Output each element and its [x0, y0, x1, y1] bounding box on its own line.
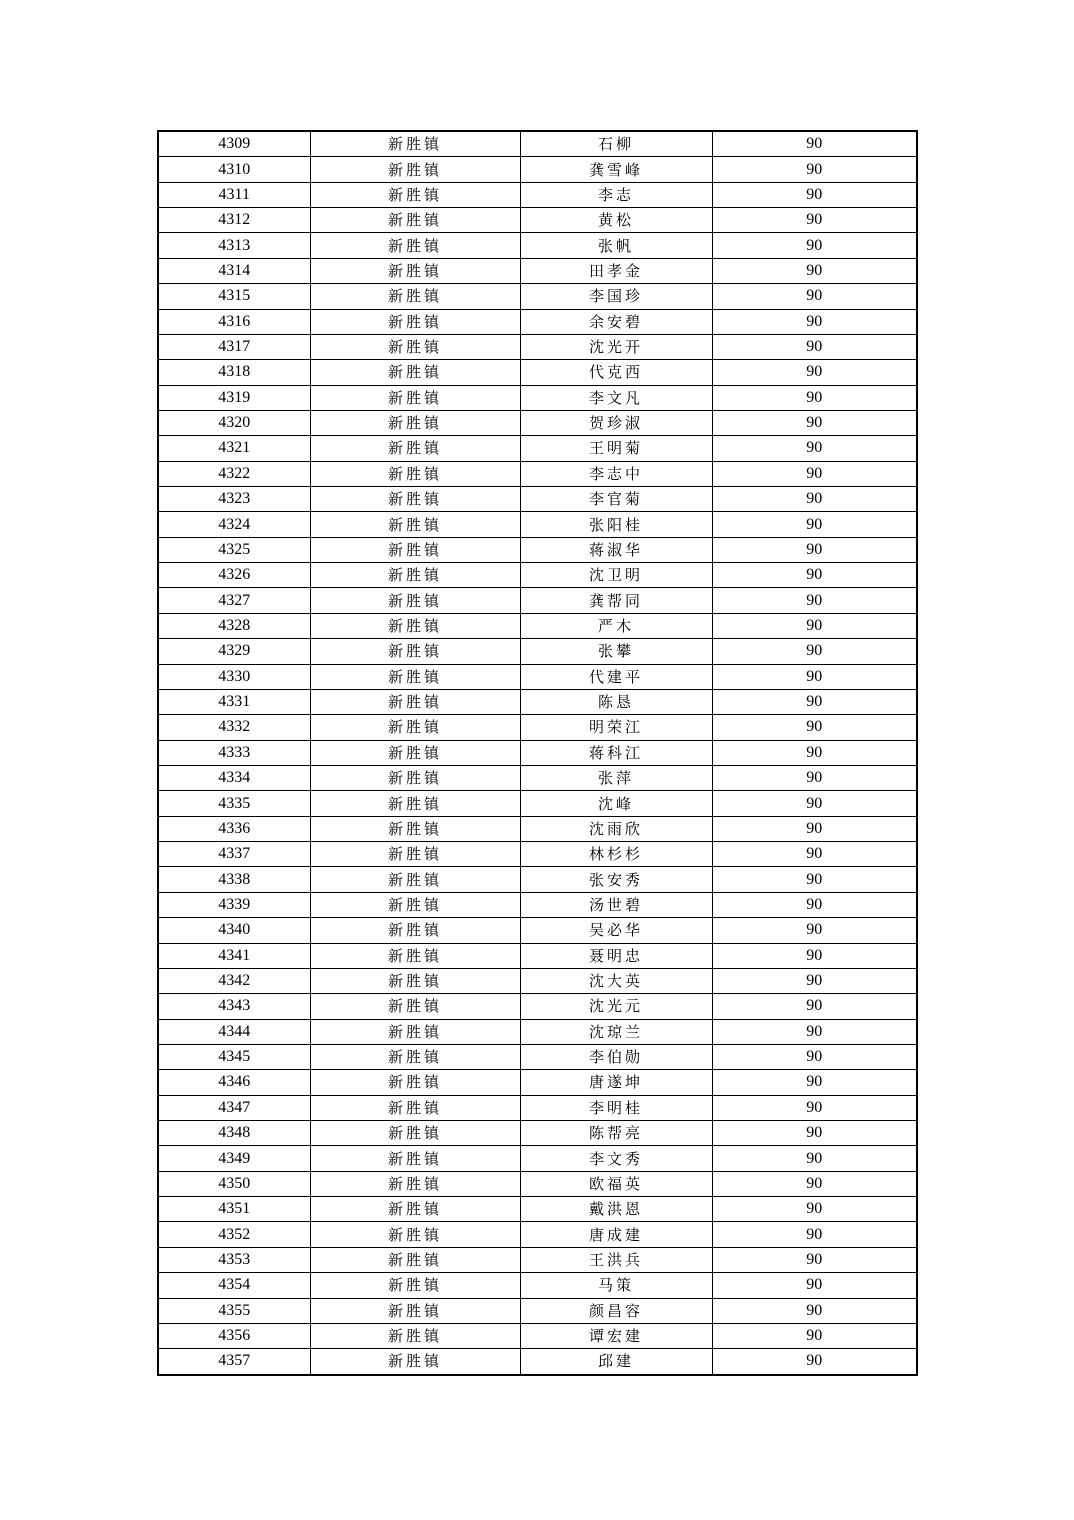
- table-row: [158, 487, 917, 512]
- table-row: [158, 588, 917, 613]
- cell-name: 蒋淑华: [520, 537, 712, 562]
- cell-number: 4336: [158, 816, 310, 841]
- table-row: [158, 1070, 917, 1095]
- cell-amount: 90: [712, 157, 917, 182]
- table-row: [158, 1222, 917, 1247]
- cell-number: 4345: [158, 1044, 310, 1069]
- cell-amount: 90: [712, 334, 917, 359]
- cell-town: 新胜镇: [310, 867, 520, 892]
- cell-amount: 90: [712, 1121, 917, 1146]
- cell-amount: 90: [712, 994, 917, 1019]
- cell-name: 吴必华: [520, 918, 712, 943]
- cell-amount: 90: [712, 867, 917, 892]
- cell-amount: 90: [712, 689, 917, 714]
- cell-number: 4313: [158, 233, 310, 258]
- cell-town: 新胜镇: [310, 1298, 520, 1323]
- table-row: [158, 664, 917, 689]
- cell-amount: 90: [712, 791, 917, 816]
- cell-town: 新胜镇: [310, 1349, 520, 1375]
- cell-name: 李志: [520, 182, 712, 207]
- cell-town: 新胜镇: [310, 892, 520, 917]
- cell-number: 4356: [158, 1323, 310, 1348]
- cell-amount: 90: [712, 461, 917, 486]
- cell-number: 4326: [158, 563, 310, 588]
- cell-name: 龚帮同: [520, 588, 712, 613]
- table-row: [158, 639, 917, 664]
- cell-amount: 90: [712, 1323, 917, 1348]
- cell-number: 4321: [158, 436, 310, 461]
- cell-number: 4319: [158, 385, 310, 410]
- cell-number: 4349: [158, 1146, 310, 1171]
- cell-town: 新胜镇: [310, 1019, 520, 1044]
- cell-amount: 90: [712, 1349, 917, 1375]
- cell-amount: 90: [712, 1146, 917, 1171]
- cell-town: 新胜镇: [310, 233, 520, 258]
- table-row: [158, 563, 917, 588]
- cell-amount: 90: [712, 385, 917, 410]
- cell-amount: 90: [712, 563, 917, 588]
- table-row: [158, 233, 917, 258]
- cell-town: 新胜镇: [310, 765, 520, 790]
- table-row: [158, 867, 917, 892]
- table-row: [158, 918, 917, 943]
- cell-town: 新胜镇: [310, 943, 520, 968]
- cell-town: 新胜镇: [310, 131, 520, 157]
- table-row: [158, 1349, 917, 1375]
- cell-name: 张攀: [520, 639, 712, 664]
- cell-amount: 90: [712, 1095, 917, 1120]
- cell-number: 4332: [158, 715, 310, 740]
- cell-amount: 90: [712, 131, 917, 157]
- cell-number: 4344: [158, 1019, 310, 1044]
- cell-number: 4328: [158, 613, 310, 638]
- cell-number: 4320: [158, 410, 310, 435]
- cell-name: 聂明忠: [520, 943, 712, 968]
- cell-name: 沈大英: [520, 968, 712, 993]
- cell-number: 4322: [158, 461, 310, 486]
- table-row: [158, 1171, 917, 1196]
- cell-town: 新胜镇: [310, 791, 520, 816]
- table-row: [158, 1247, 917, 1272]
- cell-town: 新胜镇: [310, 563, 520, 588]
- cell-number: 4325: [158, 537, 310, 562]
- cell-number: 4329: [158, 639, 310, 664]
- cell-town: 新胜镇: [310, 284, 520, 309]
- table-row: [158, 537, 917, 562]
- cell-name: 李伯勋: [520, 1044, 712, 1069]
- cell-name: 田孝金: [520, 258, 712, 283]
- cell-town: 新胜镇: [310, 208, 520, 233]
- cell-name: 邱建: [520, 1349, 712, 1375]
- cell-town: 新胜镇: [310, 689, 520, 714]
- table-row: [158, 410, 917, 435]
- cell-town: 新胜镇: [310, 385, 520, 410]
- table-row: [158, 994, 917, 1019]
- cell-amount: 90: [712, 715, 917, 740]
- cell-number: 4318: [158, 360, 310, 385]
- table-row: [158, 360, 917, 385]
- cell-number: 4310: [158, 157, 310, 182]
- cell-number: 4353: [158, 1247, 310, 1272]
- cell-number: 4347: [158, 1095, 310, 1120]
- cell-number: 4314: [158, 258, 310, 283]
- cell-amount: 90: [712, 309, 917, 334]
- cell-number: 4338: [158, 867, 310, 892]
- cell-name: 贺珍淑: [520, 410, 712, 435]
- cell-amount: 90: [712, 1247, 917, 1272]
- cell-amount: 90: [712, 1044, 917, 1069]
- cell-name: 张安秀: [520, 867, 712, 892]
- cell-amount: 90: [712, 968, 917, 993]
- cell-number: 4337: [158, 842, 310, 867]
- cell-name: 黄松: [520, 208, 712, 233]
- cell-amount: 90: [712, 208, 917, 233]
- cell-amount: 90: [712, 1197, 917, 1222]
- cell-name: 李官菊: [520, 487, 712, 512]
- cell-name: 马策: [520, 1273, 712, 1298]
- cell-town: 新胜镇: [310, 1247, 520, 1272]
- cell-number: 4331: [158, 689, 310, 714]
- cell-number: 4342: [158, 968, 310, 993]
- cell-number: 4341: [158, 943, 310, 968]
- cell-name: 李国珍: [520, 284, 712, 309]
- cell-number: 4309: [158, 131, 310, 157]
- cell-amount: 90: [712, 588, 917, 613]
- cell-amount: 90: [712, 487, 917, 512]
- cell-town: 新胜镇: [310, 715, 520, 740]
- cell-number: 4357: [158, 1349, 310, 1375]
- cell-number: 4355: [158, 1298, 310, 1323]
- cell-town: 新胜镇: [310, 816, 520, 841]
- table-row: [158, 715, 917, 740]
- cell-town: 新胜镇: [310, 1197, 520, 1222]
- cell-amount: 90: [712, 842, 917, 867]
- cell-amount: 90: [712, 740, 917, 765]
- cell-number: 4343: [158, 994, 310, 1019]
- cell-amount: 90: [712, 410, 917, 435]
- cell-town: 新胜镇: [310, 1222, 520, 1247]
- cell-town: 新胜镇: [310, 309, 520, 334]
- cell-number: 4327: [158, 588, 310, 613]
- cell-amount: 90: [712, 765, 917, 790]
- cell-name: 余安碧: [520, 309, 712, 334]
- cell-name: 蒋科江: [520, 740, 712, 765]
- cell-amount: 90: [712, 816, 917, 841]
- cell-town: 新胜镇: [310, 360, 520, 385]
- table-row: [158, 968, 917, 993]
- table-row: [158, 765, 917, 790]
- table-row: [158, 689, 917, 714]
- table-row: [158, 182, 917, 207]
- table-row: [158, 258, 917, 283]
- cell-name: 张帆: [520, 233, 712, 258]
- cell-name: 沈光元: [520, 994, 712, 1019]
- cell-name: 沈峰: [520, 791, 712, 816]
- cell-name: 陈恳: [520, 689, 712, 714]
- table-row: [158, 461, 917, 486]
- table-row: [158, 1019, 917, 1044]
- cell-amount: 90: [712, 182, 917, 207]
- table-row: [158, 943, 917, 968]
- cell-amount: 90: [712, 512, 917, 537]
- cell-number: 4315: [158, 284, 310, 309]
- cell-name: 李文秀: [520, 1146, 712, 1171]
- table-row: [158, 309, 917, 334]
- cell-town: 新胜镇: [310, 1273, 520, 1298]
- cell-number: 4339: [158, 892, 310, 917]
- cell-amount: 90: [712, 258, 917, 283]
- cell-number: 4323: [158, 487, 310, 512]
- cell-number: 4312: [158, 208, 310, 233]
- table-row: [158, 1298, 917, 1323]
- cell-town: 新胜镇: [310, 639, 520, 664]
- table-row: [158, 436, 917, 461]
- table-row: [158, 1323, 917, 1348]
- cell-amount: 90: [712, 1298, 917, 1323]
- table-row: [158, 1273, 917, 1298]
- cell-town: 新胜镇: [310, 664, 520, 689]
- cell-amount: 90: [712, 1070, 917, 1095]
- cell-number: 4334: [158, 765, 310, 790]
- cell-name: 王洪兵: [520, 1247, 712, 1272]
- cell-town: 新胜镇: [310, 258, 520, 283]
- cell-town: 新胜镇: [310, 157, 520, 182]
- cell-name: 欧福英: [520, 1171, 712, 1196]
- cell-town: 新胜镇: [310, 1070, 520, 1095]
- table-row: [158, 512, 917, 537]
- cell-name: 沈光开: [520, 334, 712, 359]
- table-row: [158, 385, 917, 410]
- table-row: [158, 816, 917, 841]
- table-row: [158, 157, 917, 182]
- table-row: [158, 613, 917, 638]
- cell-number: 4324: [158, 512, 310, 537]
- cell-name: 沈琼兰: [520, 1019, 712, 1044]
- cell-number: 4317: [158, 334, 310, 359]
- cell-name: 李文凡: [520, 385, 712, 410]
- cell-town: 新胜镇: [310, 994, 520, 1019]
- cell-number: 4346: [158, 1070, 310, 1095]
- table-row: [158, 892, 917, 917]
- cell-amount: 90: [712, 943, 917, 968]
- cell-name: 唐成建: [520, 1222, 712, 1247]
- table-row: [158, 1197, 917, 1222]
- cell-town: 新胜镇: [310, 740, 520, 765]
- table-row: [158, 791, 917, 816]
- cell-name: 戴洪恩: [520, 1197, 712, 1222]
- cell-town: 新胜镇: [310, 461, 520, 486]
- cell-number: 4352: [158, 1222, 310, 1247]
- cell-town: 新胜镇: [310, 613, 520, 638]
- cell-name: 唐遂坤: [520, 1070, 712, 1095]
- cell-town: 新胜镇: [310, 918, 520, 943]
- cell-town: 新胜镇: [310, 487, 520, 512]
- cell-number: 4348: [158, 1121, 310, 1146]
- cell-number: 4340: [158, 918, 310, 943]
- cell-town: 新胜镇: [310, 1146, 520, 1171]
- table-row: [158, 1044, 917, 1069]
- cell-town: 新胜镇: [310, 1323, 520, 1348]
- data-table: [157, 130, 918, 1376]
- cell-name: 代建平: [520, 664, 712, 689]
- cell-amount: 90: [712, 284, 917, 309]
- cell-amount: 90: [712, 1019, 917, 1044]
- cell-number: 4316: [158, 309, 310, 334]
- table-row: [158, 284, 917, 309]
- cell-amount: 90: [712, 360, 917, 385]
- cell-amount: 90: [712, 1171, 917, 1196]
- cell-number: 4335: [158, 791, 310, 816]
- cell-name: 沈雨欣: [520, 816, 712, 841]
- cell-amount: 90: [712, 918, 917, 943]
- cell-town: 新胜镇: [310, 537, 520, 562]
- cell-town: 新胜镇: [310, 1095, 520, 1120]
- cell-number: 4333: [158, 740, 310, 765]
- cell-name: 谭宏建: [520, 1323, 712, 1348]
- table-row: [158, 208, 917, 233]
- cell-name: 张阳桂: [520, 512, 712, 537]
- table-row: [158, 740, 917, 765]
- cell-amount: 90: [712, 664, 917, 689]
- table-row: [158, 842, 917, 867]
- cell-number: 4350: [158, 1171, 310, 1196]
- cell-name: 严木: [520, 613, 712, 638]
- cell-name: 汤世碧: [520, 892, 712, 917]
- cell-town: 新胜镇: [310, 512, 520, 537]
- cell-amount: 90: [712, 233, 917, 258]
- cell-town: 新胜镇: [310, 968, 520, 993]
- cell-number: 4354: [158, 1273, 310, 1298]
- cell-name: 明荣江: [520, 715, 712, 740]
- cell-name: 颜昌容: [520, 1298, 712, 1323]
- cell-amount: 90: [712, 1222, 917, 1247]
- table-body: [158, 131, 917, 1375]
- cell-amount: 90: [712, 537, 917, 562]
- cell-amount: 90: [712, 613, 917, 638]
- cell-town: 新胜镇: [310, 182, 520, 207]
- cell-name: 沈卫明: [520, 563, 712, 588]
- cell-name: 石柳: [520, 131, 712, 157]
- table-row: [158, 334, 917, 359]
- table-row: [158, 1146, 917, 1171]
- cell-amount: 90: [712, 1273, 917, 1298]
- cell-number: 4311: [158, 182, 310, 207]
- cell-town: 新胜镇: [310, 334, 520, 359]
- cell-town: 新胜镇: [310, 436, 520, 461]
- table-row: [158, 131, 917, 157]
- cell-name: 王明菊: [520, 436, 712, 461]
- cell-town: 新胜镇: [310, 1121, 520, 1146]
- cell-amount: 90: [712, 639, 917, 664]
- cell-name: 李明桂: [520, 1095, 712, 1120]
- cell-name: 林杉杉: [520, 842, 712, 867]
- table-row: [158, 1121, 917, 1146]
- cell-amount: 90: [712, 892, 917, 917]
- table-row: [158, 1095, 917, 1120]
- cell-name: 代克西: [520, 360, 712, 385]
- cell-number: 4351: [158, 1197, 310, 1222]
- cell-town: 新胜镇: [310, 410, 520, 435]
- cell-town: 新胜镇: [310, 1044, 520, 1069]
- cell-town: 新胜镇: [310, 1171, 520, 1196]
- cell-name: 李志中: [520, 461, 712, 486]
- cell-amount: 90: [712, 436, 917, 461]
- cell-town: 新胜镇: [310, 588, 520, 613]
- cell-town: 新胜镇: [310, 842, 520, 867]
- cell-name: 陈帮亮: [520, 1121, 712, 1146]
- cell-name: 张萍: [520, 765, 712, 790]
- cell-number: 4330: [158, 664, 310, 689]
- cell-name: 龚雪峰: [520, 157, 712, 182]
